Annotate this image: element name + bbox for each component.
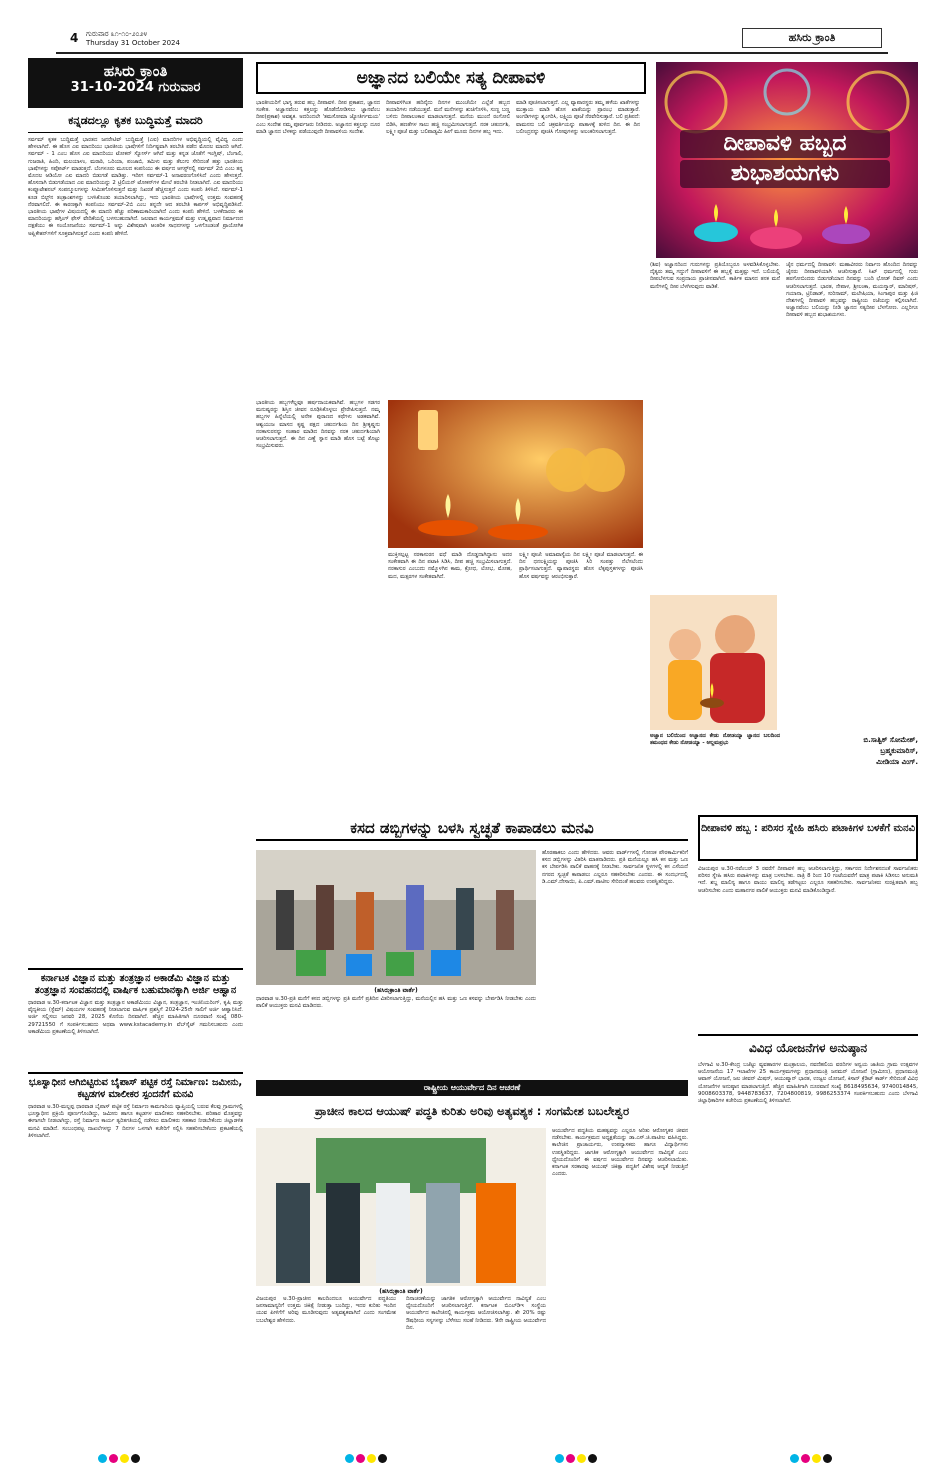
reg-dot-black: [823, 1454, 832, 1463]
greeting-line-2: ಶುಭಾಶಯಗಳು: [680, 160, 890, 188]
header-brand: ಹಸಿರು ಕ್ರಾಂತಿ: [742, 28, 882, 48]
story3-bottom: [256, 1296, 546, 1442]
story4-title: ದೀಪಾವಳಿ ಹಬ್ಬ : ಪರಿಸರ ಸ್ನೇಹಿ ಹಸಿರು ಪಟಾಕಿಗಳ ಬಳಕೆಗೆ ಮನವಿ: [698, 815, 918, 861]
story2-right: ಹೊರಹಾಕಲು ಎಂದು ಹೇಳಿದರು. ಆವರು ವಾರ್ಡ್‌ಗಳಲ್ಲಿ ಗೋಣಕ ಪೌರಕಾರ್ಮಿಕರಿಗೆ ಕಸದ ಡಬ್ಬಿಗಳನ್ನು ವಿತರಿಸಿ ಮಾತನಾಡಿದರು. ಪ್ರತಿ ಮನೆಯಲ್ಲೂ ಹಸಿ ಕಸ ಮತ್ತು ಒಣ ಕಸ ಬೇರ್ಪಡಿಸಿ ಪಾಲಿಕೆ ವಾಹನಕ್ಕೆ ನೀಡಬೇಕು. ಸಾರ್ವಜನಿಕ ಸ್ಥಳಗಳಲ್ಲಿ ಕಸ ಎಸೆಯದೆ ನಗರದ ಸ್ವಚ್ಛತೆ ಕಾಪಾಡಲು ಎಲ್ಲರೂ ಸಹಕರಿಸಬೇಕು ಎಂದರು. ಈ ಸಂದರ್ಭದಲ್ಲಿ ಡಿ.ಎಮ್.ದೇಸಾಯಿ, ಪಿ.ಎಮ್.ಪಾಟೀಲ ಸೇರಿದಂತೆ ಹಲವರು ಉಪಸ್ಥಿತರಿದ್ದರು.: [542, 850, 688, 885]
academy-notice-body: ಧಾರವಾಡ ಅ.30-ಕರ್ನಾಟಕ ವಿಜ್ಞಾನ ಮತ್ತು ತಂತ್ರಜ್ಞಾನ ಅಕಾಡೆಮಿಯು ವಿಜ್ಞಾನ, ತಂತ್ರಜ್ಞಾನ, ಇಂಜಿನಿಯರಿಂಗ್, ಕೃಷಿ ಮತ್ತು ವೈದ್ಯಕೀಯ (ಸ್ಟೆಮ್) ವಿಷಯಗಳ ಸಂವಹನಕ್ಕೆ ನೀಡಲಾಗುವ ವಾರ್ಷಿಕ ಪ್ರಶಸ್ತಿಗೆ 2024-25ನೇ ಸಾಲಿಗೆ ಅರ್ಜಿ ಆಹ್ವಾನಿಸಿದೆ. ಅರ್ಜಿ ಸಲ್ಲಿಸಲು ಜನವರಿ 28, 2025 ಕೊನೆಯ ದಿನವಾಗಿದೆ. ಹೆಚ್ಚಿನ ಮಾಹಿತಿಗಾಗಿ ದೂರವಾಣಿ ಸಂಖ್ಯೆ 080-29721550 ಗೆ ಸಂಪರ್ಕಿಸಬಹುದು ಅಥವಾ www.kstacademy.in ವೆಬ್‌ಸೈಟ್ ಗಮನಿಸಬಹುದು ಎಂದು ಅಕಾಡೆಮಿಯ ಪ್ರಕಟಣೆಯಲ್ಲಿ ತಿಳಿಸಲಾಗಿದೆ.: [28, 1000, 243, 1035]
story5-body: ಬೆಳಗಾವಿ ಅ.30-ಕೇಂದ್ರ ಬಜೆಟ್ಟು ವ್ಯವಹಾರಗಳ ಮಂತ್ರಾಲಯ, ನವದೆಹಲಿಯ ವರದಿಗಳ ಅನ್ವಯ ಜಾತಿಯ ಗ್ರಾಮ ಉತ್ಸವಗಳ ಆಯೋಜನೆಯ 17 ಇಲಾಖೆಗಳ 25 ಕಾರ್ಯಕ್ರಮಗಳನ್ನು ಪ್ರಧಾನಮಂತ್ರಿ ಜನಮನ್ ಯೋಜನೆ (ಗ್ರಾಮೀಣ), ಪ್ರಧಾನಮಂತ್ರಿ ಆವಾಸ್ ಯೋಜನೆ, ಜಲ ಜೀವನ್ ಮಿಷನ್, ಆಯುಷ್ಮಾನ್ ಭಾರತ, ಉಜ್ವಲ ಯೋಜನೆ, ಕಿಸಾನ್ ಕ್ರೆಡಿಟ್ ಕಾರ್ಡ್ ಸೇರಿದಂತೆ ವಿವಿಧ ಯೋಜನೆಗಳ ಅನುಷ್ಠಾನ ಮಾಡಲಾಗುತ್ತಿದೆ. ಹೆಚ್ಚಿನ ಮಾಹಿತಿಗಾಗಿ ದೂರವಾಣಿ ಸಂಖ್ಯೆ 8618495634, 9740014845, 9008603378, 9448783637, 7204800819, 9986253374 ಸಂಪರ್ಕಿಸಬಹುದು ಎಂದು ಬೆಳಗಾವಿ ಜಿಲ್ಲಾಧಿಕಾರಿಗಳ ಕಚೇರಿಯ ಪ್ರಕಟಣೆಯಲ್ಲಿ ತಿಳಿಸಲಾಗಿದೆ.: [698, 1062, 918, 1105]
bypass-notice-body: ಧಾರವಾಡ ಅ.30-ಮಲ್ಲಪ್ಪ ಧಾರವಾಡ ಬೈಪಾಸ್ ಪಟ್ಟಿಕ ರಸ್ತೆ ನಿರ್ಮಾಣ ಕಾಮಗಾರಿಯ ವ್ಯಾಪ್ತಿಯಲ್ಲಿ ಬರುವ ಕೆಲವು ಗ್ರಾಮಗಳಲ್ಲಿ ಭೂಸ್ವಾಧೀನ ಪ್ರಕ್ರಿಯೆ ಪೂರ್ಣಗೊಂಡಿದ್ದು, ಜಮೀನು ಹಾಗೂ ಕಟ್ಟಡಗಳ ಮಾಲೀಕರು ಸಹಕರಿಸಬೇಕು. ಪರಿಹಾರ ಮೊತ್ತವನ್ನು ಈಗಾಗಲೇ ನೀಡಲಾಗಿದ್ದು, ರಸ್ತೆ ನಿರ್ಮಾಣ ಕಾರ್ಯ ತ್ವರಿತಗತಿಯಲ್ಲಿ ನಡೆಸಲು ಮಾಲೀಕರು ಸಹಕಾರ ನೀಡಬೇಕೆಂದು ಜಿಲ್ಲಾಡಳಿತ ಮನವಿ ಮಾಡಿದೆ. ಸಂಬಂಧಪಟ್ಟ ದಾಖಲೆಗಳನ್ನು 7 ದಿನಗಳ ಒಳಗಾಗಿ ಕಚೇರಿಗೆ ಸಲ್ಲಿಸಿ ಸಹಕರಿಸಬೇಕೆಂದು ಪ್ರಕಟಣೆಯಲ್ಲಿ ತಿಳಿಸಲಾಗಿದೆ.: [28, 1104, 243, 1139]
masthead: [28, 58, 243, 108]
feature-col-1: ಭಾರತೀಯರಿಗೆ ಭಾಗ್ಯ ತರುವ ಹಬ್ಬ ದೀಪಾವಳಿ. ದೀಪ ಪ್ರಕಾಶದ, ಜ್ಞಾನದ ಸಂಕೇತ. ಅಜ್ಞಾನವೆಂಬ ಕತ್ತಲನ್ನು ಹೊಡೆದೋಡಿಸಲು ಜ್ಞಾನವೆಂಬ ದೀಪ(ಪ್ರಕಾಶ) ಅವಶ್ಯಕ. ಅದರಿಂದಲೇ 'ತಮಸೋಮಾ ಜ್ಯೋತಿರ್ಗಮಯ' ಎಂಬ ಸಂದೇಶ ನಮ್ಮ ಪೂರ್ವಜರು ನೀಡಿದರು. ಅಜ್ಞಾನದ ಕತ್ತಲನ್ನು ದೂರ ಮಾಡಿ ಜ್ಞಾನದ ಬೆಳಕನ್ನು ಪಡೆಯುವುದೇ ದೀಪಾವಳಿಯ ಸಂದೇಶ.: [256, 100, 380, 135]
feature-bottom-col-2: ಲಕ್ಷ್ಮೀ ಪೂಜೆ: ಅಮಾವಾಸ್ಯೆಯ ದಿನ ಲಕ್ಷ್ಮೀ ಪೂಜೆ ಮಾಡಲಾಗುತ್ತದೆ. ಈ ದಿನ ಧನಲಕ್ಷ್ಮಿಯನ್ನು ಪೂಜಿಸಿ ಸಿರಿ ಸಂಪತ್ತು ನೆಲೆಸಲೆಂದು ಪ್ರಾರ್ಥಿಸಲಾಗುತ್ತದೆ. ವ್ಯಾಪಾರಸ್ಥರು ಹೊಸ ಲೆಕ್ಕಪುಸ್ತಕಗಳನ್ನು ಪೂಜಿಸಿ ಹೊಸ ವರ್ಷವನ್ನು ಆರಂಭಿಸುತ್ತಾರೆ.: [519, 552, 643, 580]
story3-bottom-col-2: ದಿನಾಚರಣೆಯನ್ನು ಜಾಗತಿಕ ಆರೋಗ್ಯಕ್ಕಾಗಿ ಆಯುರ್ವೇದ ನಾವಿನ್ಯತೆ ಎಂಬ ಧ್ಯೇಯದೊಂದಿಗೆ ಆಚರಿಸಲಾಗುತ್ತಿದೆ. ಕರ್ನಾಟಕ ಬಿಎಲ್‌ಡಿಇ ಸಂಸ್ಥೆಯ ಆಯುರ್ವೇದ ಕಾಲೇಜಿನಲ್ಲಿ ಕಾರ್ಯಕ್ರಮ ಆಯೋಜಿಸಲಾಗಿತ್ತು. ಶೇ 20% ರಷ್ಟು ಔಷಧೀಯ ಸಸ್ಯಗಳನ್ನು ಬೆಳೆಸಲು ಸಲಹೆ ನೀಡಿದರು. 9ನೇ ರಾಷ್ಟ್ರೀಯ ಆಯುರ್ವೇದ ದಿನ.: [406, 1296, 546, 1331]
left-story-title: ಕನ್ನಡದಲ್ಲೂ ಕೃತಕ ಬುದ್ಧಿಮತ್ತೆ ಮಾದರಿ: [28, 112, 243, 133]
reg-dot-magenta: [566, 1454, 575, 1463]
header-date: [86, 30, 180, 48]
masthead-name: ಹಸಿರು ಕ್ರಾಂತಿ: [103, 62, 168, 80]
story3-caption: (ಹಸಿರುಕ್ರಾಂತಿ ವಾರ್ತೆ): [379, 1288, 423, 1295]
registration-marks-right: [790, 1448, 834, 1458]
reg-dot-yellow: [120, 1454, 129, 1463]
feature-bottom-col-1: ಮುಕ್ತಿಸಲ್ಪಟ್ಟ ನರಕಾಸುರನ ವಧೆ ಮಾಡಿ ದೊಡ್ಡದಾಗಿದ್ದಾನು ಅದರ ಸಂಕೇತವಾಗಿ ಈ ದಿನ ಪಟಾಕಿ ಸಿಡಿಸಿ, ದೀಪ ಹಚ್ಚಿ ಸಂಭ್ರಮಿಸಲಾಗುತ್ತದೆ. ನರಕಾಸುರ ಎಂಬುದು ನಮ್ಮೊಳಗಿನ ಕಾಮ, ಕ್ರೋಧ, ಲೋಭ, ಮೋಹ, ಮದ, ಮತ್ಸರಗಳ ಸಂಕೇತವಾಗಿದೆ.: [388, 552, 512, 580]
feature-right-col-1: (ಶಿವ) ಅಜ್ಞಾನದಿಂದ ಗುರುಗಳನ್ನು ಪ್ರತಿಯೊಬ್ಬರೂ ಅಳವಡಿಸಿಕೊಳ್ಳಬೇಕು. ದೈತ್ಯರು ತಮ್ಮ ಗದ್ದುಗೆ ದೀಪಾವಳಿಗೆ ಈ ಹಬ್ಬಕ್ಕೆ ಮತ್ತಷ್ಟು ಇದೆ. ಬಲಿಯಲ್ಲಿ ದೀಪಬೆಳಗುವ ಸಂಪ್ರದಾಯ ಪ್ರಾಚೀನವಾಗಿದೆ. ಕಾರ್ತಿಕ ಮಾಸದ ತನಕ ಮನೆ ಮನೆಗಳಲ್ಲಿ ದೀಪ ಬೆಳಗಿಸುವುದು ವಾಡಿಕೆ.: [650, 262, 780, 290]
header-date-en: Thursday 31 October 2024: [86, 39, 180, 47]
registration-marks-mid-left: [345, 1448, 389, 1458]
reg-dot-black: [378, 1454, 387, 1463]
lakshmi-artwork: [388, 400, 643, 548]
reg-dot-cyan: [345, 1454, 354, 1463]
story3-photo-art: [256, 1128, 546, 1286]
reg-dot-black: [131, 1454, 140, 1463]
feature-quote: ಅಜ್ಞಾನ ಬಲಿಯಿಂದ ಅಜ್ಞಾನದ ಕೇಡು ನೋಡಯ್ಯಾ ಜ್ಞಾನದ ಬಲದಿಂದ ತಮಂಧದ ಕೇಡು ನೋಡಯ್ಯಾ - ಅಲ್ಲಮಪ್ರಭು: [650, 733, 780, 747]
reg-dot-yellow: [367, 1454, 376, 1463]
author-signature: [790, 735, 918, 795]
page-header: [56, 28, 888, 50]
story3-bottom-col-1: ವಿಜಯಪುರ ಅ.30-ಪ್ರಾಚೀನ ಕಾಲದಿಂದಲೂ ಆಯುರ್ವೇದ ಪದ್ಧತಿಯು ಜನಸಾಮಾನ್ಯರಿಗೆ ಉತ್ತಮ ಚಿಕಿತ್ಸೆ ನೀಡುತ್ತಾ ಬಂದಿದ್ದು, ಇದರ ಕುರಿತು ಇಂದಿನ ಯುವ ಪೀಳಿಗೆಗೆ ಅರಿವು ಮೂಡಿಸುವುದು ಅತ್ಯವಶ್ಯಕವಾಗಿದೆ ಎಂದು ಸಂಗಮೇಶ ಬಬಲೇಶ್ವರ ಹೇಳಿದರು.: [256, 1296, 396, 1324]
feature-title: ಅಜ್ಞಾನದ ಬಲಿಯೇ ಸತ್ಯ ದೀಪಾವಳಿ: [256, 62, 646, 94]
registration-marks-left: [98, 1448, 142, 1458]
header-rule: [56, 52, 888, 54]
story5-title: ವಿವಿಧ ಯೋಜನೆಗಳ ಅನುಷ್ಠಾನ: [698, 1034, 918, 1058]
reg-dot-magenta: [801, 1454, 810, 1463]
reg-dot-yellow: [577, 1454, 586, 1463]
feature-columns: [256, 100, 641, 400]
story3-right: ಆಯುರ್ವೇದ ಪದ್ಧತಿಯ ಮಹತ್ವವನ್ನು ಎಲ್ಲರೂ ಅರಿತು ಆರೋಗ್ಯಕರ ಜೀವನ ನಡೆಸಬೇಕು. ಕಾರ್ಯಕ್ರಮದ ಅಧ್ಯಕ್ಷತೆಯನ್ನು ಡಾ.ಎಸ್.ಜಿ.ಪಾಟೀಲ ವಹಿಸಿದ್ದರು. ಕಾಲೇಜಿನ ಪ್ರಾಚಾರ್ಯರು, ಉಪನ್ಯಾಸಕರು ಹಾಗೂ ವಿದ್ಯಾರ್ಥಿಗಳು ಉಪಸ್ಥಿತರಿದ್ದರು. ಜಾಗತಿಕ ಆರೋಗ್ಯಕ್ಕಾಗಿ ಆಯುರ್ವೇದ ನಾವಿನ್ಯತೆ ಎಂಬ ಧ್ಯೇಯದೊಂದಿಗೆ ಈ ವರ್ಷದ ಆಯುರ್ವೇದ ದಿನವನ್ನು ಆಚರಿಸಲಾಯಿತು. ಕರ್ನಾಟಕ ಸರಕಾರವು ಆಯುಷ್ ಚಿಕಿತ್ಸಾ ಪದ್ಧತಿಗೆ ವಿಶೇಷ ಆದ್ಯತೆ ನೀಡುತ್ತಿದೆ ಎಂದರು.: [552, 1128, 688, 1178]
reg-dot-black: [588, 1454, 597, 1463]
left-story-body: ಸರ್ವಮ್ ಕೃತಕ ಬುದ್ಧಿಮತ್ತೆ ಭಾರತದ ಜನರೇಟಿವ್ ಬುದ್ಧಿಮತ್ತೆ (ಎಐ) ಮಾದರಿಗಳ ಅಭಿವೃದ್ಧಿಯಲ್ಲಿ ವೈವಿಧ್ಯ ಎಂದು ಹೇಳಲಾಗಿದೆ. ಈ ಹೊಸ ಎಐ ಮಾದರಿಯು ಭಾರತೀಯ ಭಾಷೆಗಳಿಗೆ ನಿರ್ದಿಷ್ಟವಾಗಿ ತರಬೇತಿ ಪಡೆದ ಮೊದಲ ಮಾದರಿ ಆಗಿದೆ. ಸರ್ವಮ್ - 1 ಎಂಬ ಹೊಸ ಎಐ ಮಾದರಿಯು ಟೋಕನ್ ಸ್ಯೋರ್ಸ್ ಆಗಿದೆ ಮತ್ತು ಕನ್ನಡ ಜೊತೆಗೆ ಇಂಗ್ಲಿಷ್, ಬೆಂಗಾಲಿ, ಗುಜರಾತಿ, ಹಿಂದಿ, ಮಲಯಾಳಂ, ಮರಾಠಿ, ಒರಿಯಾ, ಪಂಜಾಬಿ, ತಮಿಳು ಮತ್ತು ತೆಲುಗು ಸೇರಿದಂತೆ ಹತ್ತು ಭಾರತೀಯ ಭಾಷೆಗಳನ್ನು ಸಪೋರ್ಟ್ ಮಾಡುತ್ತದೆ. ಬೆಂಗಳೂರು ಮೂಲದ ಕಂಪನಿಯು ಈ ವರ್ಷದ ಆಗಸ್ಟ್‌ನಲ್ಲಿ ಸರ್ವಮ್ 2ಬಿ ಎಂಬ ತನ್ನ ಮೊದಲ ಆಡಿಯೋ ಎಐ ಮಾದರಿ ಬಿಡುಗಡೆ ಮಾಡಿತ್ತು. ಇದೀಗ ಸರ್ವಮ್-1 ಅನಾವರಣಗೊಳಿಸಿದೆ ಎಂದು ಹೇಳುತ್ತದೆ. ಹೊಸದಾಗಿ ಬಿಡುಗಡೆಯಾದ ಎಐ ಮಾದರಿಯನ್ನು 2 ಟ್ರಿಲಿಯನ್ ಟೋಕನ್‌ಗಳ ಮೇಲೆ ತರಬೇತಿ ನೀಡಲಾಗಿದೆ. ಎಐ ಮಾದರಿಯು ಕಂಪ್ಯೂಟೇಶನಲ್ ಸಂಪನ್ಮೂಲಗಳನ್ನು ಸೀಮಿತಗೊಳಿಸುತ್ತದೆ ಮತ್ತು ನಿಖರತೆ ಹೆಚ್ಚಿಸುತ್ತದೆ ಎಂದು ಕಂಪನಿ ತಿಳಿಸಿದೆ. ಸರ್ವಮ್-1 ಕೂಡ ಬಿಲ್ಟ್‌ನ ತಂತ್ರಾಂಶಗಳನ್ನು ಬಳಸಿಕೊಂಡು ತಯಾರಿಸಲಾಗಿದ್ದು, ಇದು ಭಾರತೀಯ ಭಾಷೆಗಳಲ್ಲಿ ಉತ್ತಮ ಸಂವಹನಕ್ಕೆ ನೆರವಾಗಲಿದೆ. ಈ ಕಾರಣಕ್ಕಾಗಿ ಕಂಪನಿಯು ಸರ್ವಮ್-2ಬಿ ಎಂಬ ತನ್ನದೇ ಆದ ತರಬೇತಿ ಕಾರ್ಪಸ್ ಅಭಿವೃದ್ಧಿಪಡಿಸಿದೆ. ಭಾರತೀಯ ಭಾಷೆಗಳ ವಿಷಯದಲ್ಲಿ ಈ ಮಾದರಿ ಹೆಚ್ಚು ಪರಿಣಾಮಕಾರಿಯಾಗಿದೆ ಎಂದು ಕಂಪನಿ ಹೇಳಿದೆ. ಬಳಕೆದಾರರು ಈ ಮಾದರಿಯನ್ನು ಹಗ್ಗಿಂಗ್ ಫೇಸ್ ವೇದಿಕೆಯಲ್ಲಿ ಬಳಸಬಹುದಾಗಿದೆ. ಜಲವಾದ ಕಾರ್ಯಕ್ಷಮತೆ ಮತ್ತು ಉತ್ಕೃಷ್ಟವಾದ ನಿರ್ಮಾಣದ ದಕ್ಷತೆಯು ಈ ಸಂಯೋಜನೆಯು ಸರ್ವಮ್-1 ಅನ್ನು ವಿಶೇಷವಾಗಿ ಆಂತರಿಕ ಸಾಧನಗಳನ್ನು ಒಳಗೊಂಡಂತೆ ಪ್ರಾಯೋಗಿಕ ಅಪ್ಲಿಕೇಶನ್‌ಗಳಿಗೆ ಸೂಕ್ತವಾಗಿಸುತ್ತದೆ ಎಂದು ಕಂಪನಿ ಹೇಳಿದೆ.: [28, 137, 243, 237]
author-name: ಬಿ.ಸಾತ್ವಿಕ್ ಸೋಮೇಶ್,: [863, 736, 918, 744]
registration-marks-mid-right: [555, 1448, 599, 1458]
story2-photo: [256, 850, 536, 985]
header-date-kn: ಗುರುವಾರ ೩೧-೧೦-೨೦೨೪: [86, 30, 148, 38]
greeting-text: [670, 128, 900, 198]
feature-bottom: [388, 552, 643, 797]
feature-col-3: ಮಾಡಿ ಪೂಜಿಸಲಾಗುತ್ತದೆ. ಎಲ್ಲ ವ್ಯಾಪಾರಸ್ಥರು ತಮ್ಮ ಹಳೆಯ ಖಾತೆಗಳನ್ನು ಮುಕ್ತಾಯ ಮಾಡಿ ಹೊಸ ಖಾತೆಯನ್ನು ಪ್ರಾರಂಭ ಮಾಡುತ್ತಾರೆ. ಅಂಗಡಿಗಳನ್ನು ಶೃಂಗರಿಸಿ, ಲಕ್ಷ್ಮಿಯ ಪೂಜೆ ನೆರವೇರಿಸುತ್ತಾರೆ. ಬಲಿ ಪ್ರತಿಪದೆ: ವಾಮನನು ಬಲಿ ಚಕ್ರವರ್ತಿಯನ್ನು ಪಾತಾಳಕ್ಕೆ ತುಳಿದ ದಿನ. ಈ ದಿನ ಬಲೀಂದ್ರನನ್ನು ಪೂಜಿಸಿ ಗೋವುಗಳನ್ನು ಅಲಂಕರಿಸಲಾಗುತ್ತದೆ.: [516, 100, 640, 135]
author-org: ಬ್ರಹ್ಮಕುಮಾರಿಸ್,: [880, 747, 918, 755]
academy-notice-title: ಕರ್ನಾಟಕ ವಿಜ್ಞಾನ ಮತ್ತು ತಂತ್ರಜ್ಞಾನ ಅಕಾಡೆಮಿ ವಿಜ್ಞಾನ ಮತ್ತು ತಂತ್ರಜ್ಞಾನ ಸಂವಹನದಲ್ಲಿ ವಾರ್ಷಿಕ ಬಹುಮಾನಕ್ಕಾಗಿ ಅರ್ಜಿ ಆಹ್ವಾನ: [34, 973, 237, 996]
author-role: ಮೀಡಿಯಾ ವಿಂಗ್.: [876, 758, 918, 766]
story2-bottom: ಧಾರವಾಡ ಅ.30-ಪ್ರತಿ ಮನೆಗೆ ಕಸದ ಡಬ್ಬಿಗಳನ್ನು ಪ್ರತಿ ಮನೆಗೆ ಪ್ರತಿದಿನ ವಿತರಿಸಲಾಗುತ್ತಿದ್ದು, ಮನೆಯಲ್ಲಿನ ಹಸಿ ಮತ್ತು ಒಣ ಕಸವನ್ನು ಬೇರ್ಪಡಿಸಿ ನೀಡಬೇಕು ಎಂದು ಪಾಲಿಕೆ ಆಯುಕ್ತರು ಮನವಿ ಮಾಡಿದರು.: [256, 996, 536, 1010]
diya-image: [650, 595, 777, 730]
story3-photo: [256, 1128, 546, 1286]
lakshmi-image: [388, 400, 643, 548]
feature-col-2: ದೀಪಾವಳಿಗಿಂತ ಹದಿನೈದು ದಿನಗಳ ಮುಂಚೆಯೇ ಎಲ್ಲೆಡೆ ಹಬ್ಬದ ತಯಾರಿಗಳು ನಡೆಯುತ್ತವೆ. ಮನೆ ಮನೆಗಳನ್ನು ಶುಚಿಗೊಳಿಸಿ, ಸುಣ್ಣ ಬಣ್ಣ ಬಳಿದು ದೀಪಾಲಂಕಾರ ಮಾಡಲಾಗುತ್ತದೆ. ಮನೆಯ ಮುಂದೆ ರಂಗೋಲಿ ಬಿಡಿಸಿ, ಹಣತೆಗಳ ಸಾಲು ಹಚ್ಚಿ ಸಂಭ್ರಮಿಸಲಾಗುತ್ತದೆ. ನರಕ ಚತುರ್ದಶಿ, ಲಕ್ಷ್ಮೀ ಪೂಜೆ ಮತ್ತು ಬಲಿಪಾಡ್ಯಮಿ ಹೀಗೆ ಮೂರು ದಿನಗಳ ಹಬ್ಬ ಇದು.: [386, 100, 510, 135]
story3-banner: ರಾಷ್ಟ್ರೀಯ ಆಯುರ್ವೇದ ದಿನ ಆಚರಣೆ: [256, 1080, 688, 1096]
reg-dot-cyan: [790, 1454, 799, 1463]
diya-artwork: [650, 595, 777, 730]
reg-dot-magenta: [356, 1454, 365, 1463]
story2-title: ಕಸದ ಡಬ್ಬಿಗಳನ್ನು ಬಳಸಿ ಸ್ವಚ್ಛತೆ ಕಾಪಾಡಲು ಮನವಿ: [256, 815, 688, 841]
greeting-line-1: ದೀಪಾವಳಿ ಹಬ್ಬದ: [680, 130, 890, 158]
bypass-notice: [28, 1072, 243, 1442]
left-story: [28, 112, 243, 962]
academy-notice: [28, 968, 243, 1070]
story3-title: ಪ್ರಾಚೀನ ಕಾಲದ ಆಯುಷ್ ಪದ್ಧತಿ ಕುರಿತು ಅರಿವು ಅತ್ಯವಶ್ಯಕ : ಸಂಗಮೇಶ ಬಬಲೇಶ್ವರ: [314, 1104, 630, 1118]
page-number: 4: [70, 31, 79, 45]
feature-left-lower: ಭಾರತೀಯ ಹಬ್ಬಗಳೆಲ್ಲವೂ ಹರ್ಷದಾಯಕವಾಗಿವೆ. ಹಬ್ಬಗಳ ಸಡಗರ ಮನುಷ್ಯರನ್ನು ಶಿಸ್ತಿನ ಜೀವನ ರೂಢಿಸಿಕೊಳ್ಳಲು ಪ್ರೇರೇಪಿಸುತ್ತದೆ. ನಮ್ಮ ಹಬ್ಬಗಳ ಹಿನ್ನೆಲೆಯಲ್ಲಿ ಅನೇಕ ಪುರಾಣದ ಕಥೆಗಳು ಅಡಕವಾಗಿವೆ. ಆಶ್ವಯುಜ ಮಾಸದ ಕೃಷ್ಣ ಪಕ್ಷದ ಚತುರ್ದಶಿಯ ದಿನ ಶ್ರೀಕೃಷ್ಣನು ನರಕಾಸುರನನ್ನು ಸಂಹಾರ ಮಾಡಿದ ದಿನವನ್ನು ನರಕ ಚತುರ್ದಶಿಯಾಗಿ ಆಚರಿಸಲಾಗುತ್ತದೆ. ಈ ದಿನ ಎಣ್ಣೆ ಸ್ನಾನ ಮಾಡಿ ಹೊಸ ಬಟ್ಟೆ ತೊಟ್ಟು ಸಂಭ್ರಮಿಸುವರು.: [256, 400, 380, 450]
story2-photo-art: [256, 850, 536, 985]
story4-body: ವಿಜಯಪುರ ಅ.30-ನವೆಂಬರ್ 3 ರವರೆಗೆ ದೀಪಾವಳಿ ಹಬ್ಬ ಆಚರಿಸಲಾಗುತ್ತಿದ್ದು, ಸರ್ಕಾರದ ನಿರ್ದೇಶನದಂತೆ ಸಾರ್ವಜನಿಕರು ಪರಿಸರ ಸ್ನೇಹಿ ಹಸಿರು ಪಟಾಕಿಗಳನ್ನು ಮಾತ್ರ ಬಳಸಬೇಕು. ರಾತ್ರಿ 8 ರಿಂದ 10 ಗಂಟೆಯವರೆಗೆ ಮಾತ್ರ ಪಟಾಕಿ ಸಿಡಿಸಲು ಅನುಮತಿ ಇದೆ. ಶಬ್ದ ಮಾಲಿನ್ಯ ಹಾಗೂ ವಾಯು ಮಾಲಿನ್ಯ ತಡೆಗಟ್ಟಲು ಎಲ್ಲರೂ ಸಹಕರಿಸಬೇಕು. ಸಾರ್ವಜನಿಕರು ಸುರಕ್ಷಿತವಾಗಿ ಹಬ್ಬ ಆಚರಿಸಬೇಕು ಎಂದು ಮಹಾನಗರ ಪಾಲಿಕೆ ಆಯುಕ್ತರು ಮನವಿ ಮಾಡಿಕೊಂಡಿದ್ದಾರೆ.: [698, 866, 918, 894]
reg-dot-cyan: [98, 1454, 107, 1463]
reg-dot-magenta: [109, 1454, 118, 1463]
reg-dot-yellow: [812, 1454, 821, 1463]
reg-dot-cyan: [555, 1454, 564, 1463]
masthead-date: 31-10-2024 ಗುರುವಾರ: [70, 80, 201, 95]
story2-caption: (ಹಸಿರುಕ್ರಾಂತಿ ವಾರ್ತೆ): [374, 987, 418, 994]
feature-right-col-2: ಜೈನ ಧರ್ಮದಲ್ಲಿ ದೀಪಾವಳಿ: ಮಹಾವೀರರು ನಿರ್ವಾಣ ಹೊಂದಿದ ದಿನವನ್ನು ಜೈನರು ದೀಪಾವಳಿಯಾಗಿ ಆಚರಿಸುತ್ತಾರೆ. ಸಿಖ್ ಧರ್ಮದಲ್ಲಿ ಗುರು ಹರಗೋಬಿಂದರು ಬಿಡುಗಡೆಯಾದ ದಿನವನ್ನು ಬಂದಿ ಛೋಡ್ ದಿವಸ್ ಎಂದು ಆಚರಿಸಲಾಗುತ್ತದೆ. ಭಾರತ, ನೇಪಾಳ, ಶ್ರೀಲಂಕಾ, ಮಯನ್ಮಾರ್, ಮಾರಿಷಸ್, ಗಯಾನಾ, ಟ್ರಿನಿಡಾಡ್, ಸುರಿನಾಮ್, ಮಲೇಷಿಯಾ, ಸಿಂಗಾಪುರ ಮತ್ತು ಫಿಜಿ ದೇಶಗಳಲ್ಲಿ ದೀಪಾವಳಿ ಹಬ್ಬವನ್ನು ರಾಷ್ಟ್ರೀಯ ರಜೆಯನ್ನು ಕಲ್ಪಿಸಲಾಗಿದೆ. ಅಜ್ಞಾನವೆಂಬ ಬಲಿಯನ್ನು ನೀಡಿ ಜ್ಞಾನದ ಸತ್ಯದೀಪ ಬೆಳಗೋಣ. ಎಲ್ಲರಿಗೂ ದೀಪಾವಳಿ ಹಬ್ಬದ ಶುಭಾಶಯಗಳು.: [786, 262, 918, 319]
bypass-notice-title: ಭೂಸ್ವಾಧೀನ ಆಗಿಬಿಟ್ಟಿರುವ ಬೈಪಾಸ್ ಪಟ್ಟಿಕ ರಸ್ತೆ ನಿರ್ಮಾಣ: ಜಮೀನು, ಕಟ್ಟಡಗಳ ಮಾಲೀಕರ ಸ್ಪಂದನೆಗೆ ಮನವಿ: [28, 1077, 243, 1100]
